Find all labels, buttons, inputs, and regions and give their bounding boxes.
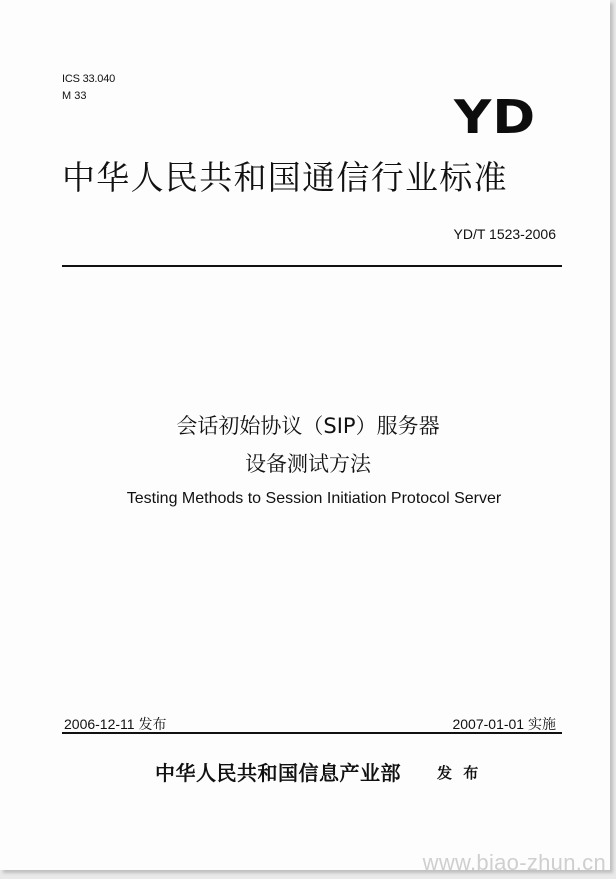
publish-date: 2006-12-11 发布 xyxy=(64,716,167,732)
ics-code: ICS 33.040 xyxy=(62,73,116,85)
footer-divider xyxy=(62,732,562,734)
issuing-authority: 中华人民共和国信息产业部 xyxy=(155,761,401,785)
header-divider xyxy=(62,265,562,267)
standard-title: 中华人民共和国通信行业标准 xyxy=(62,158,508,197)
effective-date: 2007-01-01 实施 xyxy=(452,716,556,732)
issue-label: 发 布 xyxy=(437,764,482,782)
document-title-cn-line1: 会话初始协议（SIP）服务器 xyxy=(176,414,440,438)
yd-logo: YD xyxy=(454,90,537,144)
document-title-en: Testing Methods to Session Initiation Protocol Server xyxy=(126,490,502,507)
watermark: www.biao-zhun.cn xyxy=(422,850,606,875)
document-title-cn-line2: 设备测试方法 xyxy=(245,452,371,476)
classification-code: M 33 xyxy=(62,90,87,102)
standard-code: YD/T 1523-2006 xyxy=(453,226,556,242)
